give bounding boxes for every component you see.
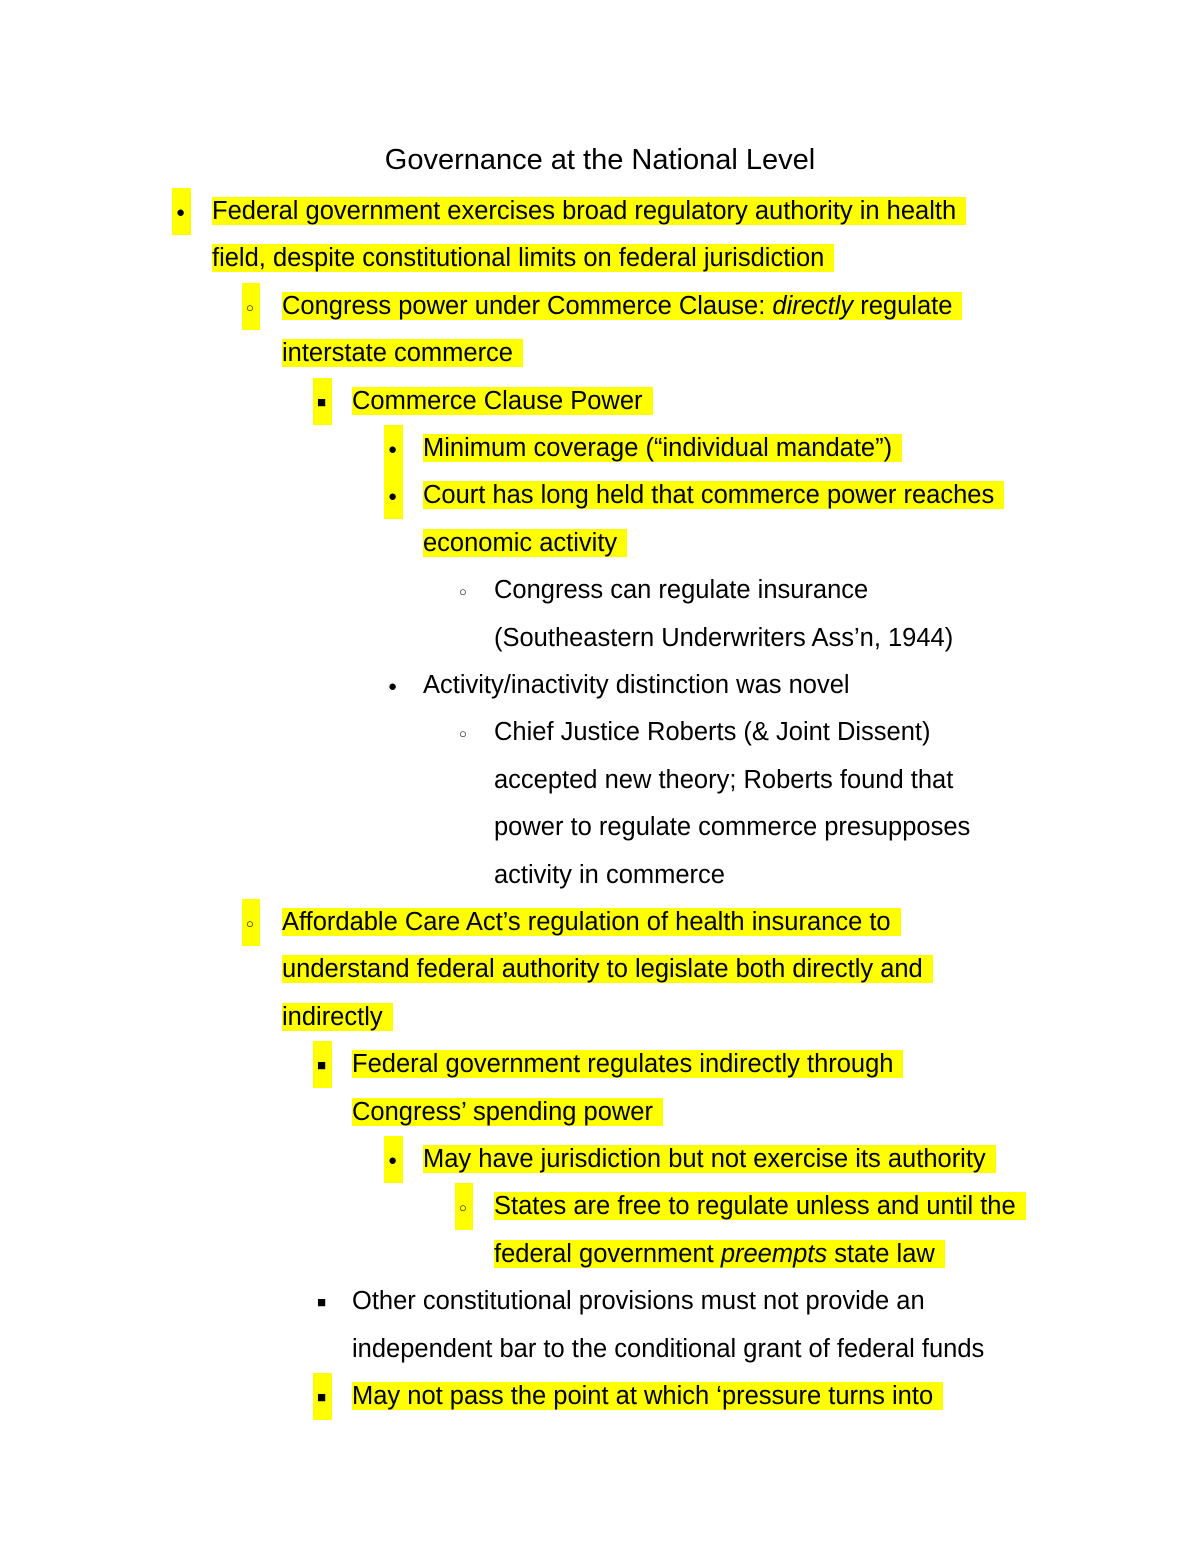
emphasis-text: preempts <box>720 1239 828 1268</box>
square-bullet-icon <box>313 378 332 425</box>
outline-line <box>282 283 962 330</box>
outline-line <box>494 615 953 662</box>
outline-line-text: economic activity <box>423 529 627 557</box>
outline-line-text: Congress can regulate insurance <box>494 576 869 605</box>
outline-line <box>282 330 523 377</box>
circle-bullet-icon <box>242 899 260 946</box>
outline-line-text: Commerce Clause Power <box>352 387 653 415</box>
square-bullet-icon <box>313 1041 332 1088</box>
outline-line <box>494 567 868 614</box>
outline-line <box>282 899 901 946</box>
outline-line <box>423 425 902 472</box>
outline-line <box>352 1278 925 1325</box>
outline-line-text: federal government preempts state law <box>494 1240 945 1268</box>
outline-line <box>212 188 966 235</box>
outline-line-text: Federal government exercises broad regulatory authority in health <box>212 197 966 225</box>
outline-line-text: Activity/inactivity distinction was novel <box>423 671 850 699</box>
outline-line <box>494 1231 945 1278</box>
disc-bullet-icon <box>384 425 403 472</box>
outline-line <box>423 1136 996 1183</box>
square-bullet-icon <box>313 1373 332 1420</box>
outline-line-text: indirectly <box>282 1003 393 1031</box>
outline-line-text: Congress’ spending power <box>352 1098 663 1126</box>
disc-bullet-icon <box>384 1136 403 1183</box>
disc-bullet-icon <box>172 188 191 235</box>
outline-line-text: (Southeastern Underwriters Ass’n, 1944) <box>494 623 954 652</box>
outline-line <box>352 378 653 425</box>
outline-line <box>494 852 725 899</box>
disc-bullet-icon <box>384 472 403 519</box>
square-bullet-icon <box>317 1278 326 1325</box>
outline-line-text: Federal government regulates indirectly through <box>352 1050 903 1078</box>
outline-line-text: Affordable Care Act’s regulation of health insurance to <box>282 908 901 936</box>
outline-line-text: Court has long held that commerce power reaches <box>423 481 1004 509</box>
outline-line <box>212 235 834 282</box>
outline-line <box>352 1041 903 1088</box>
circle-bullet-icon <box>459 567 467 614</box>
outline-line <box>494 804 970 851</box>
outline-line <box>423 520 627 567</box>
outline-line-text: interstate commerce <box>282 339 523 367</box>
outline-line-text: Congress power under Commerce Clause: directly regulate <box>282 292 962 320</box>
outline-line <box>352 1326 984 1373</box>
outline-line-text: States are free to regulate unless and until the <box>494 1192 1026 1220</box>
circle-bullet-icon <box>455 1183 473 1230</box>
circle-bullet-icon <box>459 709 467 756</box>
outline-line-text: May have jurisdiction but not exercise its authority <box>423 1145 996 1173</box>
outline-line-text: understand federal authority to legislate both directly and <box>282 955 933 983</box>
outline-line <box>352 1089 663 1136</box>
outline-line <box>494 709 931 756</box>
outline-line-text: accepted new theory; Roberts found that <box>494 765 954 794</box>
outline-line <box>282 946 933 993</box>
outline-line-text: Minimum coverage (“individual mandate”) <box>423 434 902 462</box>
outline-line <box>494 1183 1026 1230</box>
circle-bullet-icon <box>242 283 260 330</box>
outline-line <box>282 994 393 1041</box>
outline-line-text: field, despite constitutional limits on federal jurisdiction <box>212 244 834 272</box>
outline-line <box>494 757 953 804</box>
outline-line-text: independent bar to the conditional grant of federal funds <box>352 1334 985 1363</box>
outline-line-text: Other constitutional provisions must not provide an <box>352 1287 925 1316</box>
outline-line <box>352 1373 943 1420</box>
outline-line <box>423 472 1004 519</box>
outline-line-text: activity in commerce <box>494 860 725 889</box>
outline-line <box>423 662 850 709</box>
disc-bullet-icon <box>388 662 397 709</box>
outline-line-text: power to regulate commerce presupposes <box>494 813 971 842</box>
outline-line-text: Chief Justice Roberts (& Joint Dissent) <box>494 718 931 747</box>
emphasis-text: directly <box>772 291 854 320</box>
outline-line-text: May not pass the point at which ‘pressure turns into <box>352 1382 943 1410</box>
page-title: Governance at the National Level <box>384 144 816 176</box>
